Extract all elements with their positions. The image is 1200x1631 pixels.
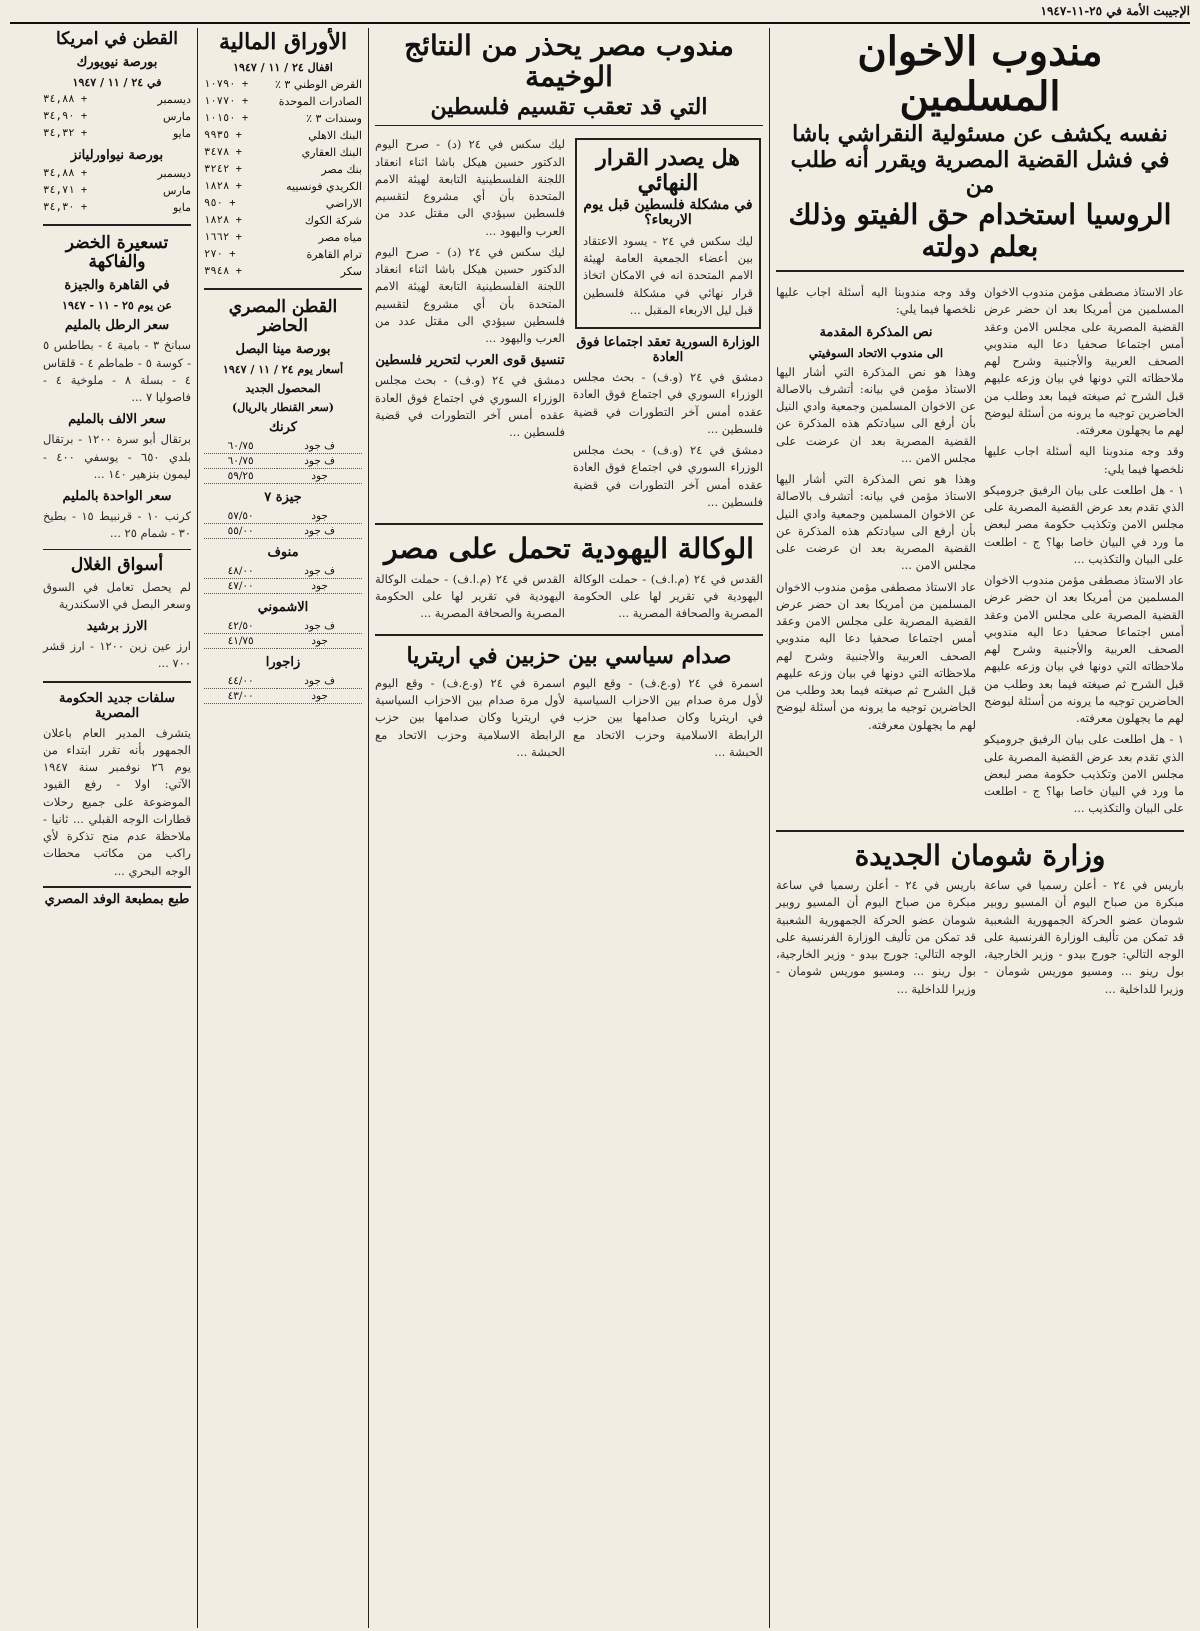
cotton-cell: ٤٢/٥٠ <box>204 619 277 634</box>
ny-cotton-name: مايو <box>173 127 191 141</box>
cotton-cell: جود <box>277 579 362 594</box>
stock-name: سكر <box>340 265 362 279</box>
divider <box>375 125 763 126</box>
cotton-row <box>204 524 362 539</box>
headline-egypt-delegate: مندوب مصر يحذر من النتائج الوخيمة <box>404 29 734 94</box>
stock-row <box>204 195 362 212</box>
schuman-headline: وزارة شومان الجديدة <box>854 838 1106 872</box>
no-cotton-name: مارس <box>163 184 191 198</box>
cotton-cell: ٥٥/٠٠ <box>204 524 277 539</box>
cotton-group-title: الاشموني <box>257 600 309 616</box>
stock-name: القرض الوطني ٣ ٪ <box>275 77 362 91</box>
cotton-cell: ٥٧/٥٠ <box>204 509 277 524</box>
cotton-headline: القطن المصري الحاضر <box>228 297 338 337</box>
memo-body-2: وهذا هو نص المذكرة التي أشار اليها الاستاذ مؤمن في بيانه: أتشرف بالاصالة عن الاخوان المسلمين وجمعية وادي النيل بأن أرفع الى سيادتكم هذه المذكرة عن القضية المصرية بعد ان عرضت على مجلس الامن ... <box>776 472 976 573</box>
jewish-agency-headline: الوكالة اليهودية تحمل على مصر <box>384 532 754 566</box>
stock-row <box>204 229 362 246</box>
stock-value: + ١٦٦٢ <box>204 231 242 244</box>
ny-date: في ٢٤ / ١١ / ١٩٤٧ <box>72 76 162 90</box>
stock-row <box>204 93 362 110</box>
ny-cotton-row <box>43 91 191 108</box>
no-cotton-value: + ٣٤,٣٠ <box>43 201 88 214</box>
cotton-row <box>204 674 362 689</box>
cotton-row <box>204 689 362 704</box>
cotton-cell: ٦٠/٧٥ <box>204 454 277 469</box>
final-decision-box <box>575 138 761 329</box>
eritrea-body-1: اسمرة في ٢٤ (و.ع.ف) - وقع اليوم لأول مرة صدام بين الاحزاب السياسية في اريتريا وكان صدامها بين حزب الرابطة الاسلامية وحزب الاتحاد مع الحبشة ... <box>573 675 763 759</box>
cotton-note-2: (سعر القنطار بالريال) <box>232 401 334 415</box>
divider <box>375 634 763 636</box>
cotton-cell: جود <box>277 509 362 524</box>
stock-row <box>204 212 362 229</box>
cotton-cell: ف جود <box>277 674 362 689</box>
cotton-row <box>204 509 362 524</box>
cotton-group-title: جيزة ٧ <box>264 490 302 506</box>
column-ikhwan <box>770 28 1190 1628</box>
veg-body: سبانخ ٣ - بامية ٤ - بطاطس ٥ - كوسة ٥ - طماطم ٤ - قلقاس ٤ - بسلة ٨ - ملوخية ٤ - فاصوليا ٧ ... <box>43 338 192 405</box>
stock-row <box>204 161 362 178</box>
ikhwan-body-2b: وقد وجه مندوبنا اليه أسئلة اجاب عليها نلخصها فيما يلي: <box>776 285 976 317</box>
ikhwan-body-3: ١ - هل اطلعت على بيان الرفيق جروميكو الذي تقدم بعد عرض القضية المصرية على مجلس الامن وتكذيب حكومة مصر لبعض ما ورد في البيان خاصا بها؟ ج - اطلعت على البيان والتكذيب ... <box>984 482 1184 566</box>
memo-body-3: عاد الاستاذ مصطفى مؤمن مندوب الاخوان المسلمين من أمريكا بعد ان حضر عرض القضية المصرية على مجلس الامن وعقد أمس اجتماعا صحفيا دعا اليه مندوبي الصحف العربية والأجنبية وشرح لهم ملاحظاته التي دونها في بيان وزعه عليهم قبل الشرح ثم صيغته فيما بعد وطلب من الحاضرين توجيه ما يرونه من أسئلة ليوضح لهم ما يجهلون معرفته. <box>776 579 976 732</box>
no-cotton-row <box>43 182 191 199</box>
palestine-body <box>375 132 763 515</box>
ny-cotton-name: مارس <box>163 110 191 124</box>
divider <box>776 270 1184 272</box>
cotton-cell: ٤٤/٠٠ <box>204 674 277 689</box>
cotton-date: أسعار يوم ٢٤ / ١١ / ١٩٤٧ <box>222 363 344 377</box>
stock-name: البنك العقاري <box>301 145 362 159</box>
hikal-body-2: ليك سكس في ٢٤ (د) - صرح اليوم الدكتور حسين هيكل باشا اثناء انعقاد اللجنة الفلسطينية التابعة لهيئة الامم المتحدة بأن أي مشروع لتقسيم فلسطين سيؤدي الى مقتل عدد من العرب واليهود ... <box>375 244 565 346</box>
stock-row <box>204 246 362 263</box>
ny-cotton-value: + ٣٤,٩٠ <box>43 110 88 123</box>
stock-value: + ١٨٢٨ <box>204 179 242 192</box>
stock-value: + ٣٢٤٢ <box>204 162 242 175</box>
unit-title: سعر الواحدة بالمليم <box>62 489 172 505</box>
stock-value: + ٢٧٠ <box>204 248 236 261</box>
stock-row <box>204 76 362 93</box>
eritrea-body-2: اسمرة في ٢٤ (و.ع.ف) - وقع اليوم لأول مرة صدام بين الاحزاب السياسية في اريتريا وكان صدامها بين حزب الرابطة الاسلامية وحزب الاتحاد مع الحبشة ... <box>375 675 565 759</box>
cotton-cell: جود <box>277 469 362 484</box>
dateline: الإجيبت الأمة في ٢٥-١١-١٩٤٧ <box>10 0 1190 24</box>
cotton-group-title: منوف <box>267 545 299 561</box>
ikhwan-body-1b: عاد الاستاذ مصطفى مؤمن مندوب الاخوان المسلمين من أمريكا بعد ان حضر عرض القضية المصرية على مجلس الامن وعقد أمس اجتماعا صحفيا دعا اليه مندوبي الصحف العربية والأجنبية وشرح لهم ملاحظاته التي دونها في بيان وزعه عليهم قبل الشرح ثم صيغته فيما بعد وطلب من الحاضرين توجيه ما يرونه من أسئلة ليوضح لهم ما يجهلون معرفته. <box>984 573 1184 726</box>
no-exchange: بورصة نيواورليانز <box>70 148 164 164</box>
railway-body: يتشرف المدير العام باعلان الجمهور بأنه تقرر ابتداء من يوم ٢٦ نوفمبر سنة ١٩٤٧ الآتي: اولا - رفع القيود الموضوعة على جميع رحلات قطارات الوجه القبلي ... ثانيا - ملاحظة عدم منح تذكرة لأي راكب من مكاتب محطات الوجه البحري ... <box>43 725 192 878</box>
stock-value: + ١٠١٥٠ <box>204 111 249 124</box>
no-cotton-row <box>43 199 191 216</box>
cotton-cell: ف جود <box>277 524 362 539</box>
subhead-1: نفسه يكشف عن مسئولية النقراشي باشا <box>792 120 1168 147</box>
thousand-body: برتقال أبو سرة ١٢٠٠ - برتقال بلدي ٦٥٠ - يوسفي ٤٠٠ - ليمون بنزهير ١٤٠ ... <box>43 432 192 481</box>
headline-partition: التي قد تعقب تقسيم فلسطين <box>430 93 708 120</box>
schuman-body <box>776 873 1184 1002</box>
cotton-cell: ف جود <box>277 439 362 454</box>
stock-name: البنك الاهلي <box>308 128 362 142</box>
cotton-table <box>204 509 362 539</box>
columns <box>10 28 1190 1628</box>
cotton-group-title: كرنك <box>269 420 297 436</box>
arab-forces-headline: تنسيق قوى العرب لتحرير فلسطين <box>375 353 565 369</box>
cotton-cell: ٤٣/٠٠ <box>204 689 277 704</box>
hikal-body: ليك سكس في ٢٤ (د) - صرح اليوم الدكتور حسين هيكل باشا اثناء انعقاد اللجنة الفلسطينية التابعة لهيئة الامم المتحدة بأن أي مشروع لتقسيم فلسطين سيؤدي الى مقتل عدد من العرب واليهود ... <box>375 137 565 238</box>
column-markets <box>37 28 197 1628</box>
veg-date: عن يوم ٢٥ - ١١ - ١٩٤٧ <box>62 299 172 313</box>
cotton-table <box>204 619 362 649</box>
ikhwan-body <box>776 280 1184 822</box>
no-list <box>43 165 191 216</box>
stocks-date: اقفال ٢٤ / ١١ / ١٩٤٧ <box>233 60 333 74</box>
divider <box>204 288 362 290</box>
cotton-cell: ٤٨/٠٠ <box>204 564 277 579</box>
divider <box>43 681 191 683</box>
divider <box>43 549 191 550</box>
rice-body: ارز عين زين ١٢٠٠ - ارز قشر ٧٠٠ ... <box>43 639 191 671</box>
syria-body-2: دمشق في ٢٤ (و.ف) - بحث مجلس الوزراء السوري في اجتماع فوق العادة عقده أمس آخر التطورات في قضية فلسطين ... <box>573 443 763 509</box>
schuman-body-2: باريس في ٢٤ - أعلن رسميا في ساعة مبكرة من صباح اليوم أن المسيو روبير شومان عضو الحركة الجمهورية الشعبية قد تمكن من تأليف الوزارة الفرنسية على الوجه التالي: جورج بيدو - وزير الخارجية، بول رينو ... ومسيو موريس شومان - وزيرا للداخلية ... <box>776 878 977 996</box>
ikhwan-body-1: عاد الاستاذ مصطفى مؤمن مندوب الاخوان المسلمين من أمريكا بعد ان حضر عرض القضية المصرية على مجلس الامن وعقد أمس اجتماعا صحفيا دعا اليه مندوبي الصحف العربية والأجنبية وشرح لهم ملاحظاته التي دونها في بيان وزعه عليهم قبل الشرح ثم صيغته فيما بعد وطلب من الحاضرين توجيه ما يرونه من أسئلة ليوضح لهم ما يجهلون معرفته. <box>984 285 1184 438</box>
divider <box>776 830 1184 832</box>
printer-footer: طبع بمطبعة الوفد المصري <box>43 886 191 907</box>
cotton-table <box>204 564 362 594</box>
ikhwan-body-2: وقد وجه مندوبنا اليه أسئلة اجاب عليها نلخصها فيما يلي: <box>984 444 1184 476</box>
stock-row <box>204 263 362 280</box>
cotton-table <box>204 674 362 704</box>
cotton-cell: جود <box>277 689 362 704</box>
cotton-cell: ف جود <box>277 454 362 469</box>
cotton-row <box>204 564 362 579</box>
veg-title: سعر الرطل بالمليم <box>64 318 170 334</box>
us-cotton-headline: القطن في امريكا <box>55 29 179 49</box>
grain-headline: أسواق الغلال <box>70 554 164 575</box>
cotton-row <box>204 469 362 484</box>
cotton-cell: ٤٧/٠٠ <box>204 579 277 594</box>
memo-body: وهذا هو نص المذكرة التي أشار اليها الاستاذ مؤمن في بيانه: أتشرف بالاصالة عن الاخوان المسلمين وجمعية وادي النيل بأن أرفع الى سيادتكم هذه المذكرة عن القضية المصرية بعد ان عرضت على مجلس الامن ... <box>776 364 976 465</box>
stock-list <box>204 76 362 281</box>
eritrea-headline: صدام سياسي بين حزبين في اريتريا <box>406 643 732 670</box>
stock-name: مياه مصر <box>318 231 362 245</box>
syria-headline: الوزارة السورية تعقد اجتماعا فوق العادة <box>576 335 760 366</box>
memo-title: نص المذكرة المقدمة <box>819 324 933 340</box>
veg-location: في القاهرة والجيزة <box>64 278 170 294</box>
ikhwan-body-3b: ١ - هل اطلعت على بيان الرفيق جروميكو الذي تقدم بعد عرض القضية المصرية على مجلس الامن وتكذيب حكومة مصر لبعض ما ورد في البيان خاصا بها؟ ج - اطلعت على البيان والتكذيب ... <box>984 732 1184 816</box>
divider <box>43 224 191 226</box>
headline-ikhwan: مندوب الاخوان المسلمين <box>857 28 1103 120</box>
cotton-note: المحصول الجديد <box>245 382 321 396</box>
stock-value: + ٣٤٧٨ <box>204 145 242 158</box>
stock-row <box>204 127 362 144</box>
stock-row <box>204 178 362 195</box>
no-cotton-value: + ٣٤,٨٨ <box>43 167 88 180</box>
no-cotton-name: مايو <box>173 201 191 215</box>
cotton-exchange: بورصة مينا البصل <box>235 342 331 358</box>
stock-value: + ٩٩٣٥ <box>204 128 242 141</box>
stock-value: + ١٨٢٨ <box>204 214 242 226</box>
stock-name: وسندات ٣ ٪ <box>306 111 362 125</box>
jewish-agency-body <box>375 567 763 627</box>
cotton-cell: ٦٠/٧٥ <box>204 439 277 454</box>
box-title: هل يصدر القرار النهائي <box>596 145 740 196</box>
stock-value: + ٣٩٤٨ <box>204 265 242 278</box>
subhead-3: الروسيا استخدام حق الفيتو وذلك بعلم دولته <box>788 198 1172 263</box>
box-body: ليك سكس في ٢٤ - يسود الاعتقاد بين أعضاء الجمعية العامة لهيئة الامم المتحدة انه في الامكان اتخاذ قرار نهائي في مشكلة فلسطين قبل ليل الاربعاء المقبل ... <box>583 233 753 317</box>
syria-body: دمشق في ٢٤ (و.ف) - بحث مجلس الوزراء السوري في اجتماع فوق العادة عقده أمس آخر التطورات في قضية فلسطين ... <box>573 370 763 436</box>
column-palestine <box>369 28 769 1628</box>
rice-title: الارز برشيد <box>86 619 148 635</box>
thousand-title: سعر الالف بالمليم <box>68 412 166 428</box>
eritrea-body <box>375 671 763 765</box>
no-cotton-name: ديسمبر <box>157 167 191 181</box>
no-cotton-row <box>43 165 191 182</box>
stock-row <box>204 110 362 127</box>
stock-value: + ١٠٧٩٠ <box>204 77 249 90</box>
arab-forces-body: دمشق في ٢٤ (و.ف) - بحث مجلس الوزراء السوري في اجتماع فوق العادة عقده أمس آخر التطورات في قضية فلسطين ... <box>375 373 565 440</box>
cotton-table <box>204 439 362 484</box>
jewish-agency-body-1: القدس في ٢٤ (م.ا.ف) - حملت الوكالة اليهودية في تقرير لها على الحكومة المصرية والصحافة المصرية ... <box>573 571 763 621</box>
stock-name: ترام القاهرة <box>306 248 362 262</box>
stock-name: الصادرات الموحدة <box>278 94 362 108</box>
no-cotton-value: + ٣٤,٧١ <box>43 184 88 197</box>
ny-cotton-row <box>43 125 191 142</box>
cotton-cell: ف جود <box>277 619 362 634</box>
railway-title: سلفات جديد الحكومة المصرية <box>58 690 176 721</box>
stock-value: + ١٠٧٧٠ <box>204 94 249 107</box>
stock-value: + ٩٥٠ <box>204 196 236 209</box>
ny-cotton-name: ديسمبر <box>157 93 191 107</box>
ny-exchange: بورصة نيويورك <box>76 55 158 71</box>
cotton-row <box>204 579 362 594</box>
cotton-row <box>204 634 362 649</box>
ny-cotton-row <box>43 108 191 125</box>
cotton-row <box>204 439 362 454</box>
subhead-2: في فشل القضية المصرية ويقرر أنه طلب من <box>790 147 1170 198</box>
grain-body: لم يحصل تعامل في السوق وسعر البصل في الاسكندرية <box>43 579 191 611</box>
cotton-cell: ٤١/٧٥ <box>204 634 277 649</box>
cotton-row <box>204 619 362 634</box>
cotton-group-title: زاجورا <box>265 655 301 671</box>
schuman-body-1: باريس في ٢٤ - أعلن رسميا في ساعة مبكرة من صباح اليوم أن المسيو روبير شومان عضو الحركة الجمهورية الشعبية قد تمكن من تأليف الوزارة الفرنسية على الوجه التالي: جورج بيدو - وزير الخارجية، بول رينو ... ومسيو موريس شومان - وزيرا للداخلية ... <box>984 878 1185 996</box>
stocks-headline: الأوراق المالية <box>218 29 348 55</box>
divider <box>375 523 763 525</box>
stock-name: الكريدي فونسييه <box>286 179 362 193</box>
ny-cotton-value: + ٣٤,٨٨ <box>43 93 88 106</box>
ny-cotton-value: + ٣٤,٣٢ <box>43 127 88 140</box>
column-stocks <box>198 28 368 1628</box>
memo-subtitle: الى مندوب الاتحاد السوفيتي <box>808 345 944 360</box>
cotton-cell: ف جود <box>277 564 362 579</box>
stock-name: شركة الكوك <box>304 214 362 227</box>
stock-name: الاراضي <box>325 196 362 210</box>
veg-headline: تسعيرة الخضر والفاكهة <box>65 233 169 273</box>
stock-row <box>204 144 362 161</box>
cotton-cell: ٥٩/٢٥ <box>204 469 277 484</box>
cotton-cell: جود <box>277 634 362 649</box>
stock-name: بنك مصر <box>321 162 362 176</box>
unit-body: كرنب ١٠ - قرنبيط ١٥ - بطيخ ٣٠ - شمام ٢٥ ... <box>43 509 192 541</box>
box-subtitle: في مشكلة فلسطين قبل يوم الاربعاء؟ <box>583 196 753 229</box>
jewish-agency-body-2: القدس في ٢٤ (م.ا.ف) - حملت الوكالة اليهودية في تقرير لها على الحكومة المصرية والصحافة المصرية ... <box>375 571 565 621</box>
cotton-row <box>204 454 362 469</box>
cotton-groups <box>204 420 362 704</box>
ny-list <box>43 91 191 142</box>
